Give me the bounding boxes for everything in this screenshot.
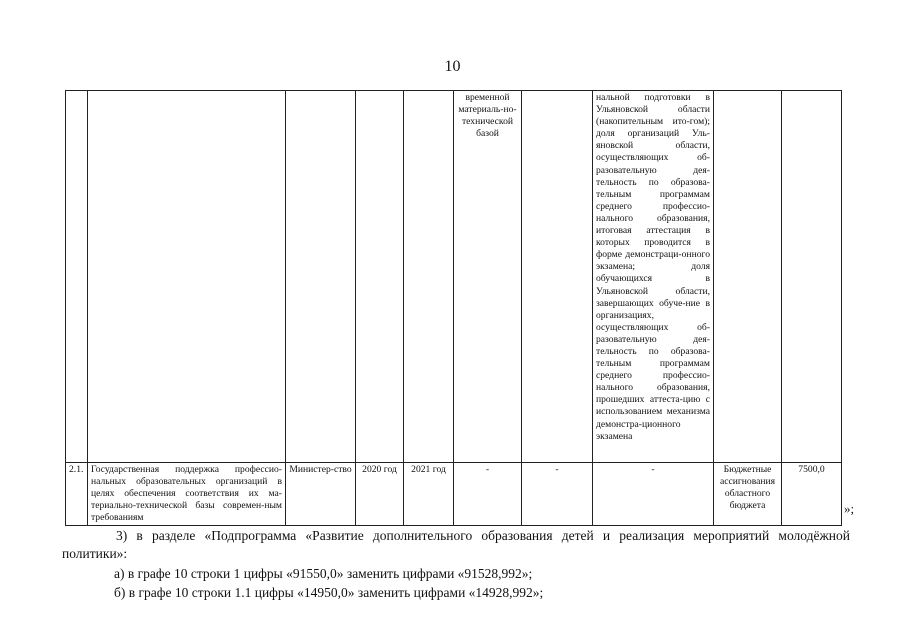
table-cell [66, 91, 88, 463]
table-row [66, 91, 842, 463]
measure-name: Государственная поддержка профессио-нальных образовательных организаций в целях обеспечения соответствия их ма-териально-технической базы современ-ным требованиям [88, 463, 286, 526]
table-cell [714, 91, 782, 463]
row-number: 2.1. [66, 463, 88, 526]
table-cell [356, 91, 404, 463]
table-row [66, 463, 842, 526]
dash-cell: - [522, 463, 593, 526]
table-cell [88, 91, 286, 463]
program-table [65, 90, 842, 526]
end-year: 2021 год [404, 463, 454, 526]
expected-result-cell: временной материаль-но-технической базой [454, 91, 522, 463]
start-year: 2020 год [356, 463, 404, 526]
paragraph-3: 3) в разделе «Подпрограмма «Развитие дополнительного образования детей и реализация мероприятий молодёжной политики»: [62, 528, 850, 561]
table-cell [522, 91, 593, 463]
funding-source: Бюджетные ассигнования областного бюджета [714, 463, 782, 526]
table-cell [404, 91, 454, 463]
dash-cell: - [593, 463, 714, 526]
paragraph-b: б) в графе 10 строки 1.1 цифры «14950,0» заменить цифрами «14928,992»; [114, 585, 544, 600]
executor: Министер-ство [286, 463, 356, 526]
dash-cell: - [454, 463, 522, 526]
table-cell [782, 91, 842, 463]
table-cell [286, 91, 356, 463]
closing-quote: »; [844, 501, 855, 516]
indicators-cell: нальной подготовки в Ульяновской области (накопительным ито-гом); доля организаций Уль-яновской области, осуществляющих об-разовательную дея-тельность по образова-тельным программам среднего профессио-нального образования, итоговая аттестация в которых проводится в форме демонстраци-онного экзамена; доля обучающихся в Ульяновской области, завершающих обуче-ние в организациях, осуществляющих об-разовательную дея-тельность по образова-тельным программам среднего профессио-нального образования, прошедших аттеста-цию с использованием механизма демонстра-ционного экзамена [593, 91, 714, 463]
funding-amount: 7500,0 [782, 463, 842, 526]
paragraph-a: а) в графе 10 строки 1 цифры «91550,0» заменить цифрами «91528,992»; [114, 566, 533, 581]
page-number: 10 [444, 58, 461, 75]
